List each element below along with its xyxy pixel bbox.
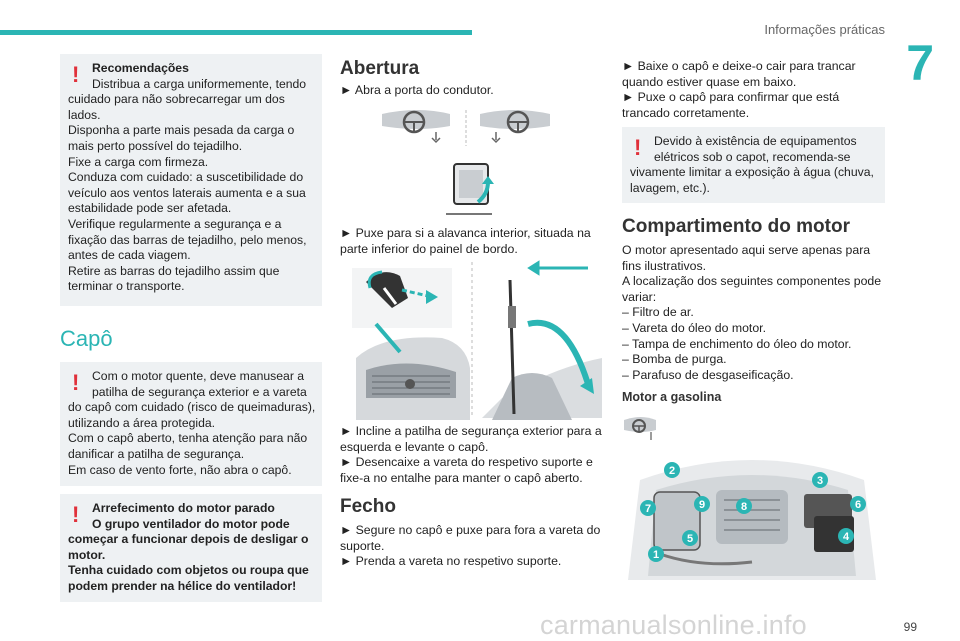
callout-4: 4 bbox=[842, 531, 850, 543]
section-title-engine-compartment: Compartimento do motor bbox=[622, 216, 850, 237]
step-pull-lever-1: parte inferior do painel de bordo. bbox=[340, 241, 518, 256]
warning-icon: ! bbox=[634, 135, 642, 160]
callout-7: 7 bbox=[644, 503, 652, 515]
box3-line-4: Tenha cuidado com objetos ou roupa que bbox=[68, 563, 309, 578]
box3-line-0: Arrefecimento do motor parado bbox=[92, 501, 275, 515]
callout-5: 5 bbox=[686, 533, 694, 545]
warning-icon: ! bbox=[72, 62, 80, 87]
figure-engine-bay bbox=[620, 450, 884, 580]
box1-line-0: Distribua a carga uniformemente, tendo bbox=[92, 76, 307, 91]
step-lower-hood-3: trancado corretamente. bbox=[622, 105, 750, 120]
box2-line-1: patilha de segurança exterior e a vareta bbox=[92, 384, 307, 399]
section-title-hood: Capô bbox=[60, 326, 113, 351]
page-number: 99 bbox=[903, 620, 917, 634]
engine-text-1: fins ilustrativos. bbox=[622, 258, 707, 273]
steering-wheel-icon bbox=[624, 416, 658, 442]
warning-box-hot-engine bbox=[60, 362, 322, 486]
header-title: Informações práticas bbox=[764, 22, 885, 37]
step-lower-hood-1: quando estiver quase em baixo. bbox=[622, 74, 797, 89]
chapter-number: 7 bbox=[906, 35, 934, 91]
box1-line-8: estabilidade pode ser afetada. bbox=[68, 201, 232, 216]
box1-line-7: veículo aos ventos laterais aumenta e a sua bbox=[68, 185, 306, 200]
header-accent-bar bbox=[0, 30, 472, 35]
callout-3: 3 bbox=[816, 475, 824, 487]
box1-line-11: antes de cada viagem. bbox=[68, 248, 191, 263]
step-lower-hood-2: ► Puxe o capô para confirmar que está bbox=[622, 90, 840, 105]
box3-line-2: começar a funcionar depois de desligar o bbox=[68, 532, 309, 547]
section-title-closing: Fecho bbox=[340, 496, 396, 517]
step-tilt-latch-3: fixe-a no entalhe para manter o capô aberto. bbox=[340, 470, 583, 485]
step-close-0: ► Segure no capô e puxe para fora a vareta do bbox=[340, 523, 601, 537]
box1-line-13: terminar o transporte. bbox=[68, 279, 185, 294]
step-open-door: ► Abra a porta do condutor. bbox=[340, 83, 494, 97]
box1-line-5: Fixe a carga com firmeza. bbox=[68, 154, 209, 169]
box3-line-5: podem prender na hélice do ventilador! bbox=[68, 579, 297, 593]
callout-2: 2 bbox=[668, 465, 676, 477]
warning-box-water bbox=[622, 127, 885, 203]
box4-line-0: Devido à existência de equipamentos bbox=[654, 134, 857, 148]
engine-text-8: – Parafuso de desgaseificação. bbox=[622, 367, 794, 382]
engine-text-0: O motor apresentado aqui serve apenas para bbox=[622, 243, 871, 257]
subtitle-petrol-engine: Motor a gasolina bbox=[622, 390, 722, 404]
callout-1: 1 bbox=[652, 549, 660, 561]
box4-line-1: elétricos sob o capot, recomenda-se bbox=[654, 149, 851, 164]
step-pull-lever-0: ► Puxe para si a alavanca interior, situada na bbox=[340, 226, 591, 240]
box1-line-6: Conduza com cuidado: a suscetibilidade do bbox=[68, 170, 304, 185]
section-title-opening: Abertura bbox=[340, 58, 420, 79]
box2-line-3: utilizando a área protegida. bbox=[68, 415, 216, 430]
callout-6: 6 bbox=[854, 499, 862, 511]
box1-line-12: Retire as barras do tejadilho assim que bbox=[68, 263, 280, 278]
box2-line-4: Com o capô aberto, tenha atenção para não bbox=[68, 431, 308, 446]
step-tilt-latch-2: ► Desencaixe a vareta do respetivo suporte e bbox=[340, 455, 593, 470]
warning-icon: ! bbox=[72, 502, 80, 527]
step-close-1: suporte. bbox=[340, 538, 385, 553]
step-tilt-latch-1: esquerda e levante o capô. bbox=[340, 439, 489, 454]
box1-line-3: Disponha a parte mais pesada da carga o bbox=[68, 123, 295, 138]
engine-text-7: – Bomba de purga. bbox=[622, 352, 727, 367]
engine-text-5: – Vareta do óleo do motor. bbox=[622, 321, 767, 335]
box1-line-10: fixação das barras de tejadilho, pelo menos, bbox=[68, 232, 307, 247]
engine-text-6: – Tampa de enchimento do óleo do motor. bbox=[622, 336, 852, 351]
figure-lhd-rhd-steering bbox=[378, 108, 554, 148]
box1-line-4: mais perto possível do tejadilho. bbox=[68, 139, 243, 153]
box1-line-1: cuidado para não sobrecarregar um dos bbox=[68, 92, 285, 107]
box3-line-1: O grupo ventilador do motor pode bbox=[92, 516, 290, 531]
box2-line-6: Em caso de vento forte, não abra o capô. bbox=[68, 462, 292, 477]
box4-line-2: vivamente limitar a exposição à água (chuva, bbox=[630, 165, 874, 180]
engine-text-4: – Filtro de ar. bbox=[622, 305, 694, 320]
box1-line-2: lados. bbox=[68, 107, 101, 122]
box2-line-2: do capô com cuidado (risco de queimaduras), bbox=[68, 400, 316, 415]
box2-line-0: Com o motor quente, deve manusear a bbox=[92, 369, 305, 383]
box3-line-3: motor. bbox=[68, 547, 106, 562]
box-title: Recomendações bbox=[92, 61, 189, 75]
step-lower-hood-0: ► Baixe o capô e deixe-o cair para trancar bbox=[622, 59, 856, 73]
warning-box-recommendations bbox=[60, 54, 322, 306]
figure-release-lever bbox=[436, 158, 516, 216]
callout-9: 9 bbox=[698, 499, 706, 511]
warning-box-fan bbox=[60, 494, 322, 602]
box2-line-5: danificar a patilha de segurança. bbox=[68, 447, 245, 461]
callout-8: 8 bbox=[740, 501, 748, 513]
engine-text-3: variar: bbox=[622, 289, 657, 304]
box1-line-9: Verifique regularmente a segurança e a bbox=[68, 217, 282, 231]
step-tilt-latch-0: ► Incline a patilha de segurança exterior para a bbox=[340, 424, 602, 438]
figure-hood-latch-prop-rod bbox=[352, 258, 602, 420]
watermark: carmanualsonline.info bbox=[540, 610, 807, 640]
step-close-2: ► Prenda a vareta no respetivo suporte. bbox=[340, 554, 562, 569]
warning-icon: ! bbox=[72, 370, 80, 395]
engine-text-2: A localização dos seguintes componentes pode bbox=[622, 274, 882, 289]
box4-line-3: lavagem, etc.). bbox=[630, 180, 710, 195]
